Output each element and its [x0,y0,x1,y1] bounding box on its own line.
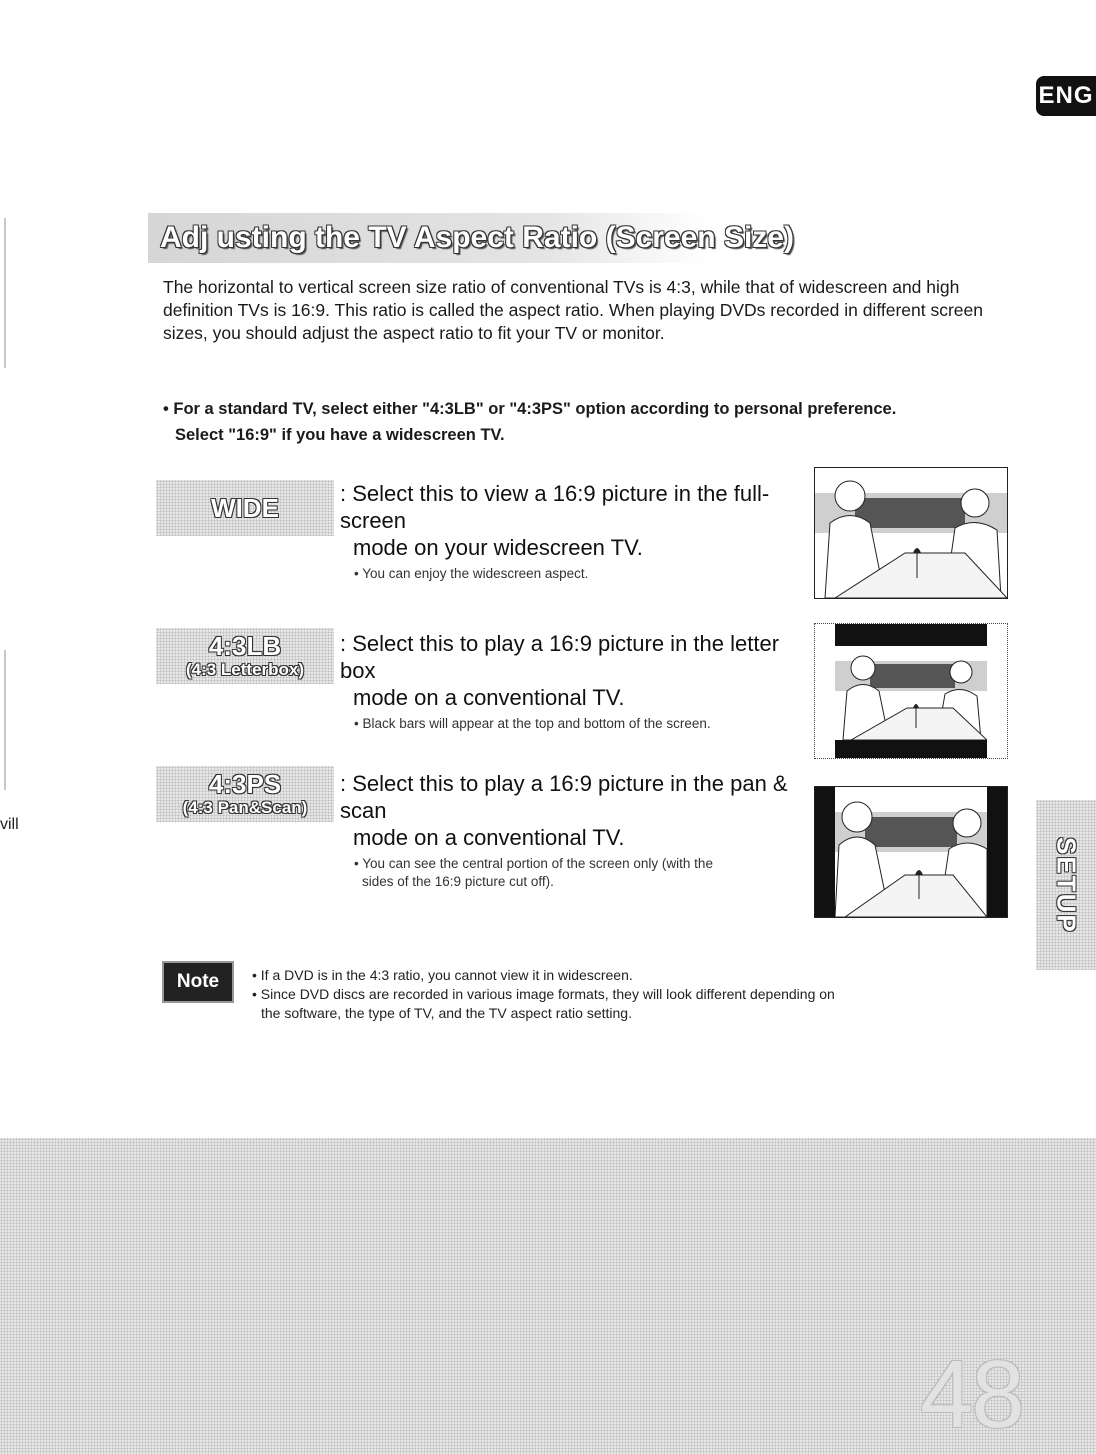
mode-note: • You can see the central portion of the screen only (with the [354,856,713,871]
mode-description-wide [340,480,800,583]
instruction-line-2: Select "16:9" if you have a widescreen TV. [175,426,505,444]
letterbox-tv-illustration [814,623,1008,759]
mode-description-panscan [340,770,800,891]
mode-description-line: mode on a conventional TV. [353,685,625,710]
mode-note: sides of the 16:9 picture cut off). [362,874,554,889]
mode-description-letterbox [340,630,800,733]
mode-description-line: : Select this to play a 16:9 picture in the pan & scan [340,771,788,823]
note-line: the software, the type of TV, and the TV aspect ratio setting. [261,1005,632,1021]
intro-paragraph: The horizontal to vertical screen size ratio of conventional TVs is 4:3, while that of widescreen and high definition TVs is 16:9. This ratio is called the aspect ratio. When playing DVDs recorded in different screen sizes, you should adjust the aspect ratio to fit your TV or monitor. [163,277,984,343]
setup-side-tab [1036,800,1096,970]
note-line: • If a DVD is in the 4:3 ratio, you cannot view it in widescreen. [252,967,633,983]
mode-label-main: WIDE [211,493,279,523]
left-edge-rule [0,218,6,368]
mode-description-line: mode on a conventional TV. [353,825,625,850]
section-title-text: Adj usting the TV Aspect Ratio (Screen Size) [160,221,794,254]
section-title [148,213,794,263]
instruction-line-1: • For a standard TV, select either "4:3LB" or "4:3PS" option according to personal preference. [163,400,897,418]
note-line: • Since DVD discs are recorded in various image formats, they will look different depending on [252,986,835,1002]
mode-label-wide [156,480,334,536]
facing-page-fragment: vill [0,816,19,833]
mode-label-main: 4:3LB [208,631,282,661]
mode-note: • Black bars will appear at the top and bottom of the screen. [354,716,711,731]
wide-tv-illustration [814,467,1008,599]
mode-label-sub: (4:3 Letterbox) [185,660,305,679]
mode-label-panscan [156,766,334,822]
mode-description-line: : Select this to view a 16:9 picture in the full-screen [340,481,770,533]
dinner-scene-image [835,646,987,740]
dinner-scene-image [835,787,987,917]
dinner-scene-image [815,468,1007,598]
mode-label-letterbox [156,628,334,684]
setup-tab-label: SETUP [1051,836,1082,934]
mode-label-sub: (4:3 Pan&Scan) [182,798,308,817]
mode-label-main: 4:3PS [208,769,282,799]
panscan-tv-illustration [814,786,1008,918]
note-badge: Note [162,961,234,1003]
note-text [252,966,952,1023]
mode-description-line: : Select this to play a 16:9 picture in the letter box [340,631,780,683]
page-number: 48 [920,1341,1023,1448]
mode-description-line: mode on your widescreen TV. [353,535,643,560]
mode-note: • You can enjoy the widescreen aspect. [354,566,589,581]
language-tab: ENG [1036,76,1096,116]
standard-tv-instruction [163,396,993,448]
left-edge-rule [0,650,6,790]
